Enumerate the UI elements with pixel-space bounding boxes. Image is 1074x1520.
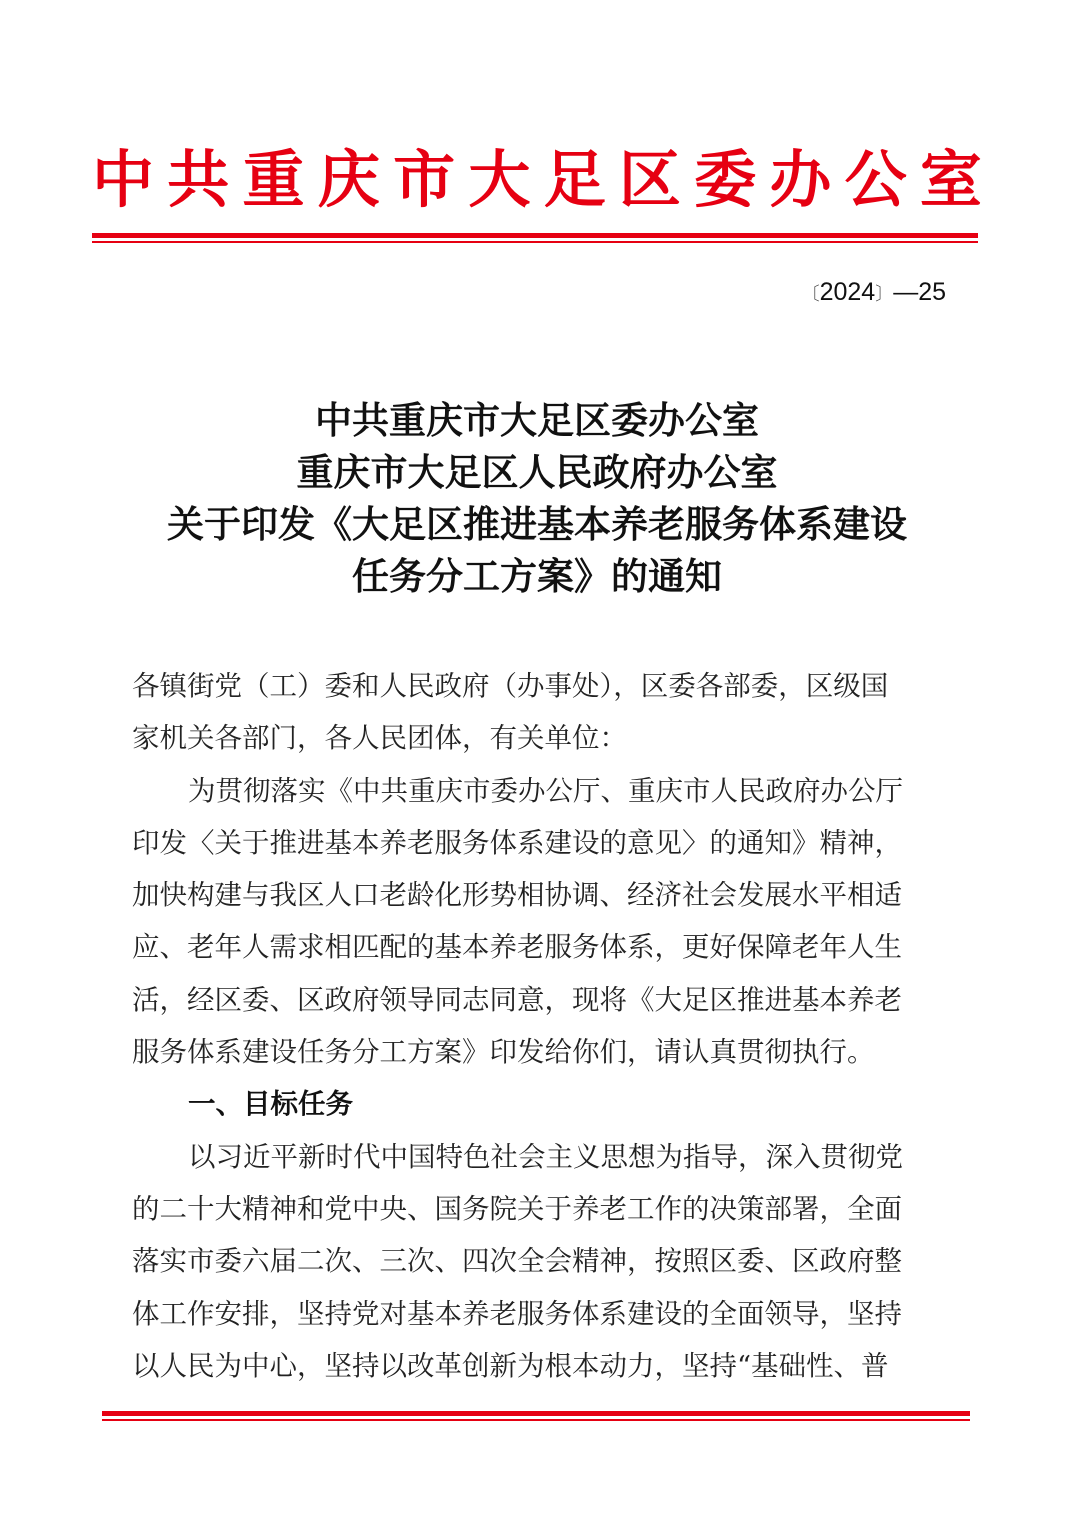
- salutation-line: 家机关各部门，各人民团体，有关单位：: [132, 722, 627, 755]
- masthead-char: 共: [167, 143, 230, 216]
- masthead-char: 室: [919, 143, 982, 216]
- document-title: [60, 395, 1014, 603]
- doc-year: 2024: [819, 278, 876, 306]
- doc-serial: —25: [893, 278, 946, 306]
- section-heading: 一、目标任务: [188, 1088, 353, 1121]
- body-line: 为贯彻落实《中共重庆市委办公厅、重庆市人民政府办公厅: [188, 774, 903, 807]
- body-line: 以人民为中心，坚持以改革创新为根本动力，坚持“基础性、普: [132, 1349, 889, 1382]
- footer-rule-thin: [102, 1419, 970, 1421]
- document-body: [132, 660, 946, 1392]
- masthead-char: 庆: [317, 143, 380, 216]
- masthead-char: 大: [468, 143, 531, 216]
- footer-rule-thick: [102, 1411, 970, 1416]
- masthead-char: 重: [242, 143, 305, 216]
- masthead-title: [92, 140, 982, 220]
- masthead-char: 区: [618, 143, 681, 216]
- masthead-char: 足: [543, 143, 606, 216]
- title-line: 关于印发《大足区推进基本养老服务体系建设: [167, 503, 907, 546]
- document-number: [802, 274, 946, 310]
- body-line: 印发〈关于推进基本养老服务体系建设的意见〉的通知》精神，: [132, 826, 902, 859]
- body-line: 的二十大精神和党中央、国务院关于养老工作的决策部署，全面: [132, 1192, 902, 1225]
- title-line: 任务分工方案》的通知: [352, 555, 722, 598]
- masthead-char: 中: [92, 143, 155, 216]
- doc-year-close-bracket: 〕: [875, 284, 894, 304]
- body-line: 活，经区委、区政府领导同志同意，现将《大足区推进基本养老: [132, 983, 902, 1016]
- body-line: 体工作安排，坚持党对基本养老服务体系建设的全面领导，坚持: [132, 1297, 902, 1330]
- masthead-char: 公: [844, 143, 907, 216]
- salutation-line: 各镇街党（工）委和人民政府（办事处），区委各部委，区级国: [132, 670, 889, 702]
- doc-year-open-bracket: 〔: [801, 284, 820, 304]
- masthead-char: 办: [769, 143, 832, 216]
- body-line: 落实市委六届二次、三次、四次全会精神，按照区委、区政府整: [132, 1245, 902, 1278]
- body-line: 应、老年人需求相匹配的基本养老服务体系，更好保障老年人生: [132, 931, 902, 964]
- masthead-rule-thick: [92, 233, 978, 238]
- title-line: 重庆市大足区人民政府办公室: [296, 451, 778, 494]
- title-line: 中共重庆市大足区委办公室: [315, 399, 759, 442]
- body-line: 加快构建与我区人口老龄化形势相协调、经济社会发展水平相适: [132, 879, 902, 912]
- masthead-rule-thin: [92, 241, 978, 243]
- masthead-char: 市: [393, 143, 456, 216]
- body-line: 以习近平新时代中国特色社会主义思想为指导，深入贯彻党: [188, 1140, 903, 1173]
- body-line: 服务体系建设任务分工方案》印发给你们，请认真贯彻执行。: [132, 1036, 875, 1069]
- masthead-char: 委: [694, 143, 757, 216]
